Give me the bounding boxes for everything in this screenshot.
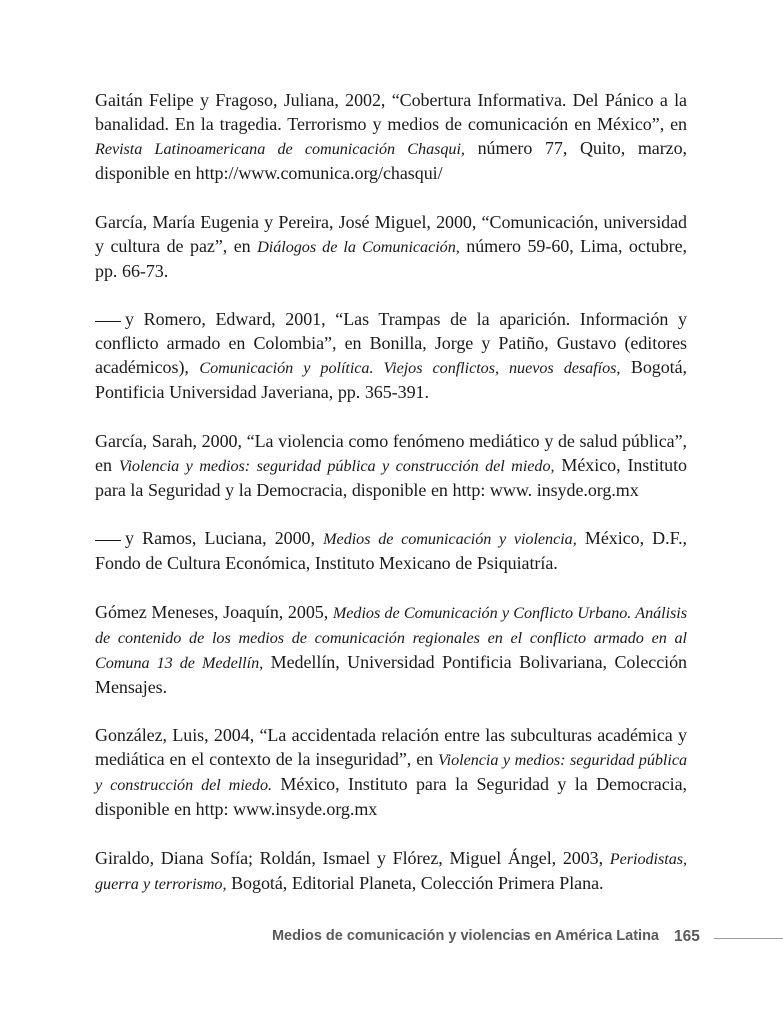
reference-title-italic: Violencia y medios: seguridad pública y construcción del miedo. (95, 751, 687, 794)
running-title: Medios de comunicación y violencias en América Latina (271, 928, 659, 944)
reference-text: Giraldo, Diana Sofía; Roldán, Ismael y Flórez, Miguel Ángel, 2003, (95, 847, 610, 868)
repeated-author-dash (95, 540, 121, 541)
reference-title-italic: Medios de Comunicación y Conflicto Urbano. Análisis de contenido de los medios de comunicación regionales en el conflicto armado en al Comuna 13 de Medellín, (95, 603, 687, 672)
reference-entry (95, 526, 687, 575)
page-footer (0, 926, 783, 950)
reference-title-italic: Medios de comunicación y violencia, (323, 530, 577, 548)
repeated-author-dash (95, 321, 121, 322)
reference-list (95, 88, 687, 920)
reference-text: Bogotá, Pontificia Universidad Javeriana, pp. 365-391. (95, 357, 688, 402)
footer-rule (714, 938, 783, 939)
reference-text: Gómez Meneses, Joaquín, 2005, (95, 601, 333, 622)
reference-text: México, Instituto para la Seguridad y la Democracia, disponible en http: www. insyde.org.mx (95, 454, 687, 500)
reference-title-italic: Violencia y medios: seguridad pública y construcción del miedo, (118, 456, 555, 475)
reference-text: y Ramos, Luciana, 2000, (125, 528, 324, 548)
reference-entry (95, 210, 687, 283)
reference-text: Bogotá, Editorial Planeta, Colección Primera Plana. (226, 872, 604, 893)
reference-text: Gaitán Felipe y Fragoso, Juliana, 2002, “Cobertura Informativa. Del Pánico a la banalidad. En la tragedia. Terrorismo y medios de comunicación en México”, en (95, 90, 687, 134)
reference-text: García, María Eugenia y Pereira, José Miguel, 2000, “Comunicación, universidad y cultura de paz”, en (95, 211, 687, 256)
reference-text: Medellín, Universidad Pontificia Bolivariana, Colección Mensajes. (95, 651, 687, 697)
reference-text: González, Luis, 2004, “La accidentada relación entre las subculturas académica y mediática en el contexto de la inseguridad”, en (95, 725, 687, 769)
reference-text: México, Instituto para la Seguridad y la Democracia, disponible en http: www.insyde.org.mx (95, 774, 687, 819)
reference-text: número 59-60, Lima, octubre, pp. 66-73. (95, 235, 688, 281)
reference-entry (95, 600, 687, 699)
reference-entry (95, 307, 687, 404)
reference-entry (95, 429, 687, 502)
reference-text: número 77, Quito, marzo, disponible en http://www.comunica.org/chasqui/ (95, 138, 688, 183)
reference-title-italic: Periodistas, guerra y terrorismo, (95, 849, 687, 893)
reference-text: García, Sarah, 2000, “La violencia como fenómeno mediático y de salud pública”, en (95, 430, 687, 475)
reference-title-italic: Diálogos de la Comunicación, (257, 237, 460, 256)
page-number: 165 (674, 928, 700, 945)
reference-text: y Romero, Edward, 2001, “Las Trampas de la aparición. Información y conflicto armado en Colombia”, en Bonilla, Jorge y Patiño, Gustavo (editores académicos), (95, 309, 687, 377)
reference-entry (95, 723, 687, 821)
reference-entry (95, 846, 687, 896)
reference-title-italic: Revista Latinoamericana de comunicación Chasqui, (95, 140, 465, 158)
reference-title-italic: Comunicación y política. Viejos conflictos, nuevos desafíos, (199, 359, 621, 377)
reference-text: México, D.F., Fondo de Cultura Económica, Instituto Mexicano de Psiquiatría. (95, 528, 687, 573)
reference-entry (95, 88, 687, 185)
